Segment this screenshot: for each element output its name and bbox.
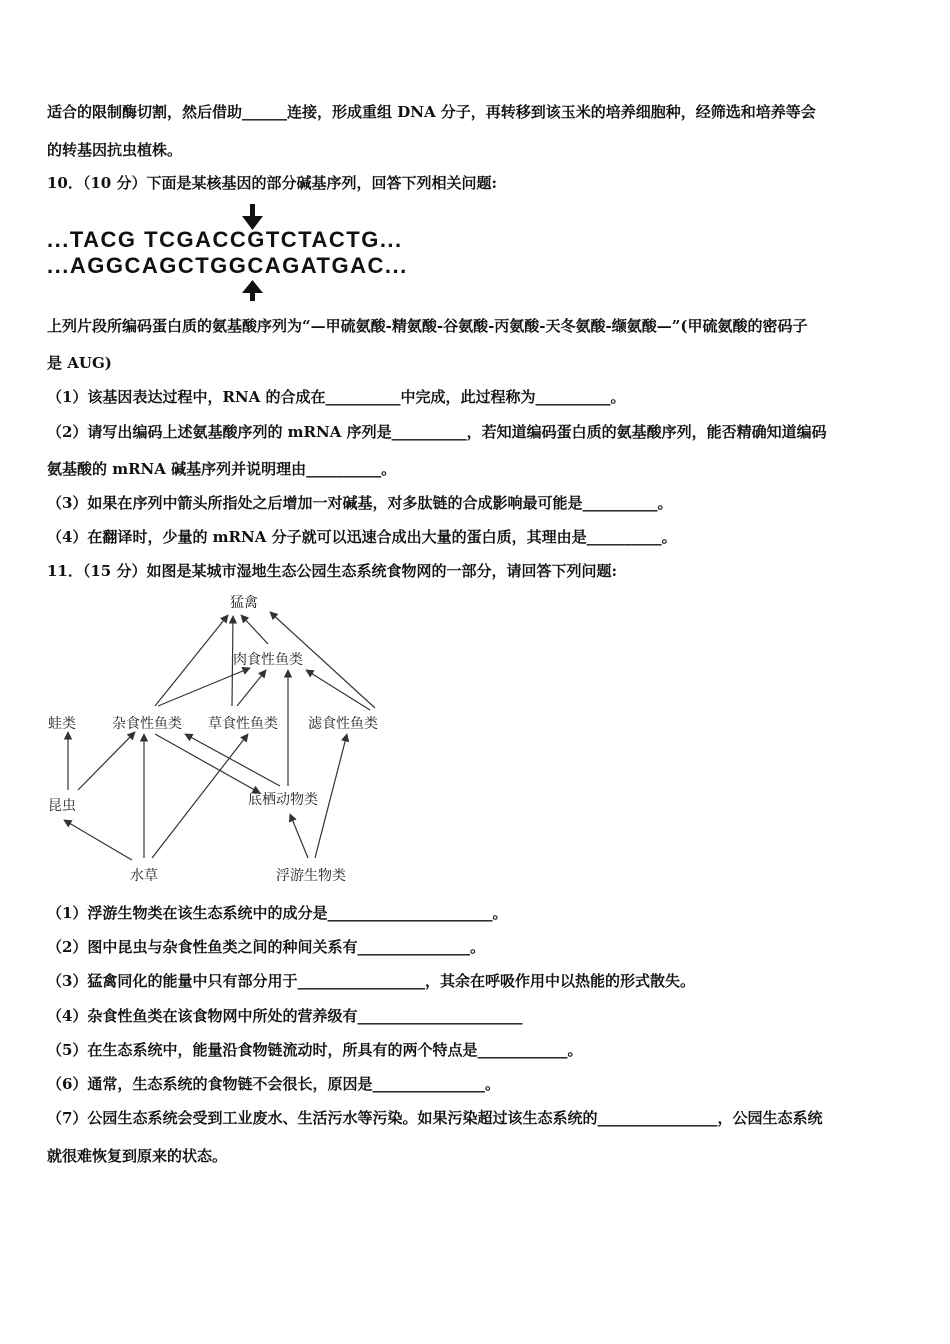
node-filter-fish: 滤食性鱼类	[308, 716, 378, 732]
q11-subquestion-6: （6）通常，生态系统的食物链不会很长，原因是_______________。	[47, 1075, 500, 1093]
q11-subquestion-7b: 就很难恢复到原来的状态。	[47, 1147, 228, 1165]
node-carnivorous-fish: 肉食性鱼类	[233, 652, 303, 668]
food-web-diagram	[40, 588, 400, 893]
q11-subquestion-1: （1）浮游生物类在该生态系统中的成分是______________________。	[47, 904, 508, 922]
node-herbivorous-fish: 草食性鱼类	[208, 716, 278, 732]
q11-subquestion-7a: （7）公园生态系统会受到工业废水、生活污水等污染。如果污染超过该生态系统的________________，公园生态系统	[47, 1109, 823, 1127]
q10-desc-line-2: 是 AUG)	[47, 354, 112, 372]
edge-filter-to-carnivorous	[306, 670, 370, 710]
node-raptor: 猛禽	[230, 595, 258, 611]
node-benthic: 底栖动物类	[248, 792, 318, 808]
prev-question-line-1: 适合的限制酶切割，然后借助______连接，形成重组 DNA 分子，再转移到该玉米的培养细胞种，经筛选和培养等会	[47, 103, 816, 121]
q11-subquestion-4: （4）杂食性鱼类在该食物网中所处的营养级有______________________	[47, 1007, 523, 1025]
q10-subquestion-2b: 氨基酸的 mRNA 碱基序列并说明理由__________。	[47, 460, 397, 478]
node-frog: 蛙类	[48, 716, 76, 732]
q10-subquestion-2a: （2）请写出编码上述氨基酸序列的 mRNA 序列是__________，若知道编码蛋白质的氨基酸序列，能否精确知道编码	[47, 423, 827, 441]
q10-subquestion-4: （4）在翻译时，少量的 mRNA 分子就可以迅速合成出大量的蛋白质，其理由是__________。	[47, 528, 677, 546]
edge-carnivorous-to-raptor	[241, 615, 268, 644]
edge-plankton-to-filter	[315, 734, 347, 858]
q10-desc-line-1: 上列片段所编码蛋白质的氨基酸序列为“—甲硫氨酸-精氨酸-谷氨酸-丙氨酸-天冬氨酸-缬氨酸—”(甲硫氨酸的密码子	[47, 317, 808, 335]
edge-plankton-to-benthic	[290, 814, 308, 858]
edge-waterweed-to-herbivorous	[152, 734, 248, 858]
prev-question-line-2: 的转基因抗虫植株。	[47, 141, 183, 159]
edge-insect-to-omnivorous	[78, 732, 135, 790]
q11-subquestion-3: （3）猛禽同化的能量中只有部分用于_________________，其余在呼吸作用中以热能的形式散失。	[47, 972, 695, 990]
node-plankton: 浮游生物类	[276, 868, 346, 884]
q11-header: 11．（15 分）如图是某城市湿地生态公园生态系统食物网的一部分，请回答下列问题:	[47, 562, 618, 580]
edge-omnivorous-to-benthic	[155, 734, 260, 793]
edge-herbivorous-to-carnivorous	[237, 670, 266, 706]
q11-subquestion-2: （2）图中昆虫与杂食性鱼类之间的种间关系有_______________。	[47, 938, 485, 956]
edge-omnivorous-to-carnivorous	[158, 668, 250, 706]
node-insect: 昆虫	[48, 798, 76, 814]
edge-waterweed-to-insect	[64, 820, 132, 860]
dna-sequence-bottom: ...AGGCAGCTGGCAGATGAC...	[47, 253, 408, 278]
q10-header: 10．（10 分）下面是某核基因的部分碱基序列，回答下列相关问题:	[47, 174, 498, 192]
q10-subquestion-1: （1）该基因表达过程中，RNA 的合成在__________中完成，此过程称为__________。	[47, 388, 626, 406]
node-omnivorous-fish: 杂食性鱼类	[112, 716, 182, 732]
node-waterweed: 水草	[130, 868, 158, 884]
dna-sequence-top: ...TACG TCGACCGTCTACTG...	[47, 227, 403, 252]
q11-subquestion-5: （5）在生态系统中，能量沿食物链流动时，所具有的两个特点是____________。	[47, 1041, 583, 1059]
up-arrow-icon	[238, 279, 268, 303]
q10-subquestion-3: （3）如果在序列中箭头所指处之后增加一对碱基，对多肽链的合成影响最可能是__________。	[47, 494, 673, 512]
